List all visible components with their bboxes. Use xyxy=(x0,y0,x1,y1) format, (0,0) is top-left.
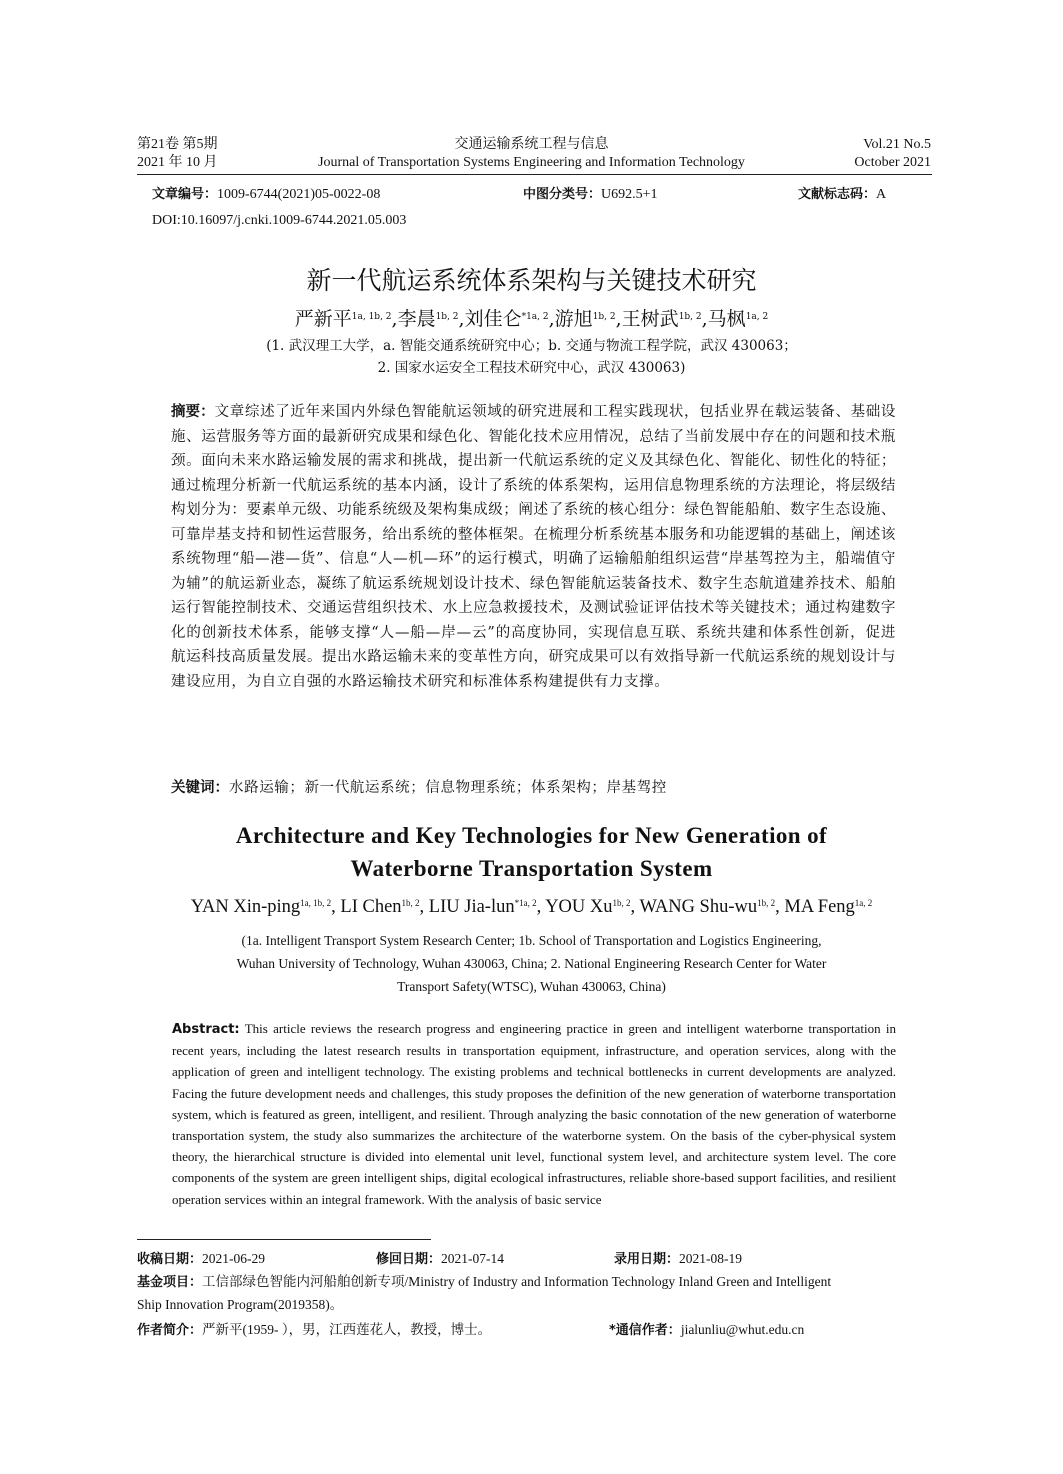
author-cn: ,马枫$^{1a, 2}$ xyxy=(701,308,769,330)
affiliation-cn-line2: 2. 国家水运安全工程技术研究中心，武汉 430063) xyxy=(377,360,686,376)
author-en: YAN Xin-ping$^{1a, 1b, 2}$ xyxy=(190,897,332,917)
issue-number: 第21卷 第5期 xyxy=(137,137,218,152)
fund-line2: Ship Innovation Program(2019358)。 xyxy=(137,1297,344,1312)
author-bio: 作者简介：严新平(1959- ），男，江西莲花人，教授，博士。 xyxy=(137,1322,492,1338)
author-cn: 严新平$^{1a, 1b, 2}$ xyxy=(294,308,392,330)
affiliation-en-line2: Wuhan University of Technology, Wuhan 430063, China; 2. National Engineering Research Center for Water xyxy=(236,956,827,971)
author-en: , MA Feng$^{1a, 2}$ xyxy=(775,897,873,917)
keywords-cn: 关键词：水路运输；新一代航运系统；信息物理系统；体系架构；岸基驾控 xyxy=(171,780,667,796)
author-cn: ,李晨$^{1b, 2}$ xyxy=(391,308,459,330)
volume: Vol.21 No.5 xyxy=(863,137,931,152)
header-rule xyxy=(137,174,932,175)
authors-cn xyxy=(0,306,1063,332)
abstract-en-label: Abstract: xyxy=(172,1022,240,1037)
abstract-en: Abstract: This article reviews the research progress and engineering practice in green and intelligent waterborne transportation in recent years, including the latest research results in transportation equipment, infrastructure, and operation services, along with the application of green and intelligent technology. The existing problems and technical bottlenecks in current developments are analyzed. Facing the future development needs and challenges, this study proposes the definition of the new generation of waterborne transportation system, which is featured as green, intelligent, and resilient. Through analyzing the basic connotation of the new generation of waterborne transportation system, the study also summarizes the architecture of the waterborne system. On the basis of the cyber-physical system theory, the hierarchical structure is divided into elemental unit level, functional system level, and architecture system level. The core components of the system are green intelligent ships, digital ecological infrastructures, reliable shore-based support facilities, and resilient operation services within an integral framework. With the analysis of basic service xyxy=(172,1021,896,1207)
keywords-cn-label: 关键词： xyxy=(171,780,229,796)
author-en: , WANG Shu-$wu^{1b, 2}$ xyxy=(630,897,776,917)
doi: DOI:10.16097/j.cnki.1009-6744.2021.05.003 xyxy=(152,213,407,228)
title-en-line1: Architecture and Key Technologies for New Generation of xyxy=(235,823,828,848)
author-en: , YOU $Xu^{1b, 2}$ xyxy=(536,897,631,917)
author-cn: ,游旭$^{1b, 2}$ xyxy=(548,308,616,330)
authors-en xyxy=(0,895,1063,919)
clc-number: 中图分类号：U692.5+1 xyxy=(523,187,658,202)
author-cn: ,刘佳仑$^{*1a, 2}$ xyxy=(458,308,549,330)
title-cn: 新一代航运系统体系架构与关键技术研究 xyxy=(306,266,757,295)
author-en: , LIU Jia-lun$^{*1a, 2}$ xyxy=(419,897,537,917)
affiliation-en-line3: Transport Safety(WTSC), Wuhan 430063, China) xyxy=(397,979,666,994)
accepted-date: 录用日期：2021-08-19 xyxy=(614,1251,743,1267)
abstract-cn-label: 摘要： xyxy=(171,404,215,420)
author-en: , LI Chen$^{1b, 2}$ xyxy=(331,897,420,917)
fund-line1: 基金项目：工信部绿色智能内河船舶创新专项/Ministry of Industry and Information Technology Inland Green and Intelligent xyxy=(137,1274,832,1290)
document-code: 文献标志码：A xyxy=(798,187,887,202)
affiliation-cn-line1: (1. 武汉理工大学，a. 智能交通系统研究中心；b. 交通与物流工程学院，武汉 430063； xyxy=(266,338,797,354)
affiliation-en-line1: (1a. Intelligent Transport System Research Center; 1b. School of Transportation and Logistics Engineering, xyxy=(241,933,822,948)
corresponding-author: *通信作者：jialunliu@whut.edu.cn xyxy=(609,1322,805,1338)
issue-date-en: October 2021 xyxy=(854,155,931,170)
revised-date: 修回日期：2021-07-14 xyxy=(376,1251,505,1267)
title-en-line2: Waterborne Transportation System xyxy=(350,856,713,881)
abstract-cn: 摘要：文章综述了近年来国内外绿色智能航运领域的研究进展和工程实践现状，包括业界在载运装备、基础设施、运营服务等方面的最新研究成果和绿色化、智能化技术应用情况，总结了当前发展中存在的问题和技术瓶颈。面向未来水路运输发展的需求和挑战，提出新一代航运系统的定义及其绿色化、智能化、韧性化的特征；通过梳理分析新一代航运系统的基本内涵，设计了系统的体系架构，运用信息物理系统的方法理论，将层级结构划分为：要素单元级、功能系统级及架构集成级；阐述了系统的核心组分：绿色智能船舶、数字生态设施、可靠岸基支持和韧性运营服务，给出系统的整体框架。在梳理分析系统基本服务和功能逻辑的基础上，阐述该系统物理“船—港—货”、信息“人—机—环”的运行模式，明确了运输船舶组织运营“岸基驾控为主，船端值守为辅”的航运新业态，凝练了航运系统规划设计技术、绿色智能航运装备技术、数字生态航道建养技术、船舶运行智能控制技术、交通运营组织技术、水上应急救援技术，及测试验证评估技术等关键技术；通过构建数字化的创新技术体系，能够支撑“人—船—岸—云”的高度协同，实现信息互联、系统共建和体系性创新，促进航运科技高质量发展。提出水路运输未来的变革性方向，研究成果可以有效指导新一代航运系统的规划设计与建设应用，为自立自强的水路运输技术研究和标准体系构建提供有力支撑。 xyxy=(171,404,897,690)
received-date: 收稿日期：2021-06-29 xyxy=(137,1251,266,1267)
journal-title-cn: 交通运输系统工程与信息 xyxy=(454,137,609,152)
journal-title-en: Journal of Transportation Systems Engineering and Information Technology xyxy=(318,155,745,170)
footnote-rule xyxy=(137,1239,431,1240)
author-cn: ,王树武$^{1b, 2}$ xyxy=(615,308,702,330)
article-number: 文章编号：1009-6744(2021)05-0022-08 xyxy=(152,187,381,202)
issue-date: 2021 年 10 月 xyxy=(137,155,218,170)
